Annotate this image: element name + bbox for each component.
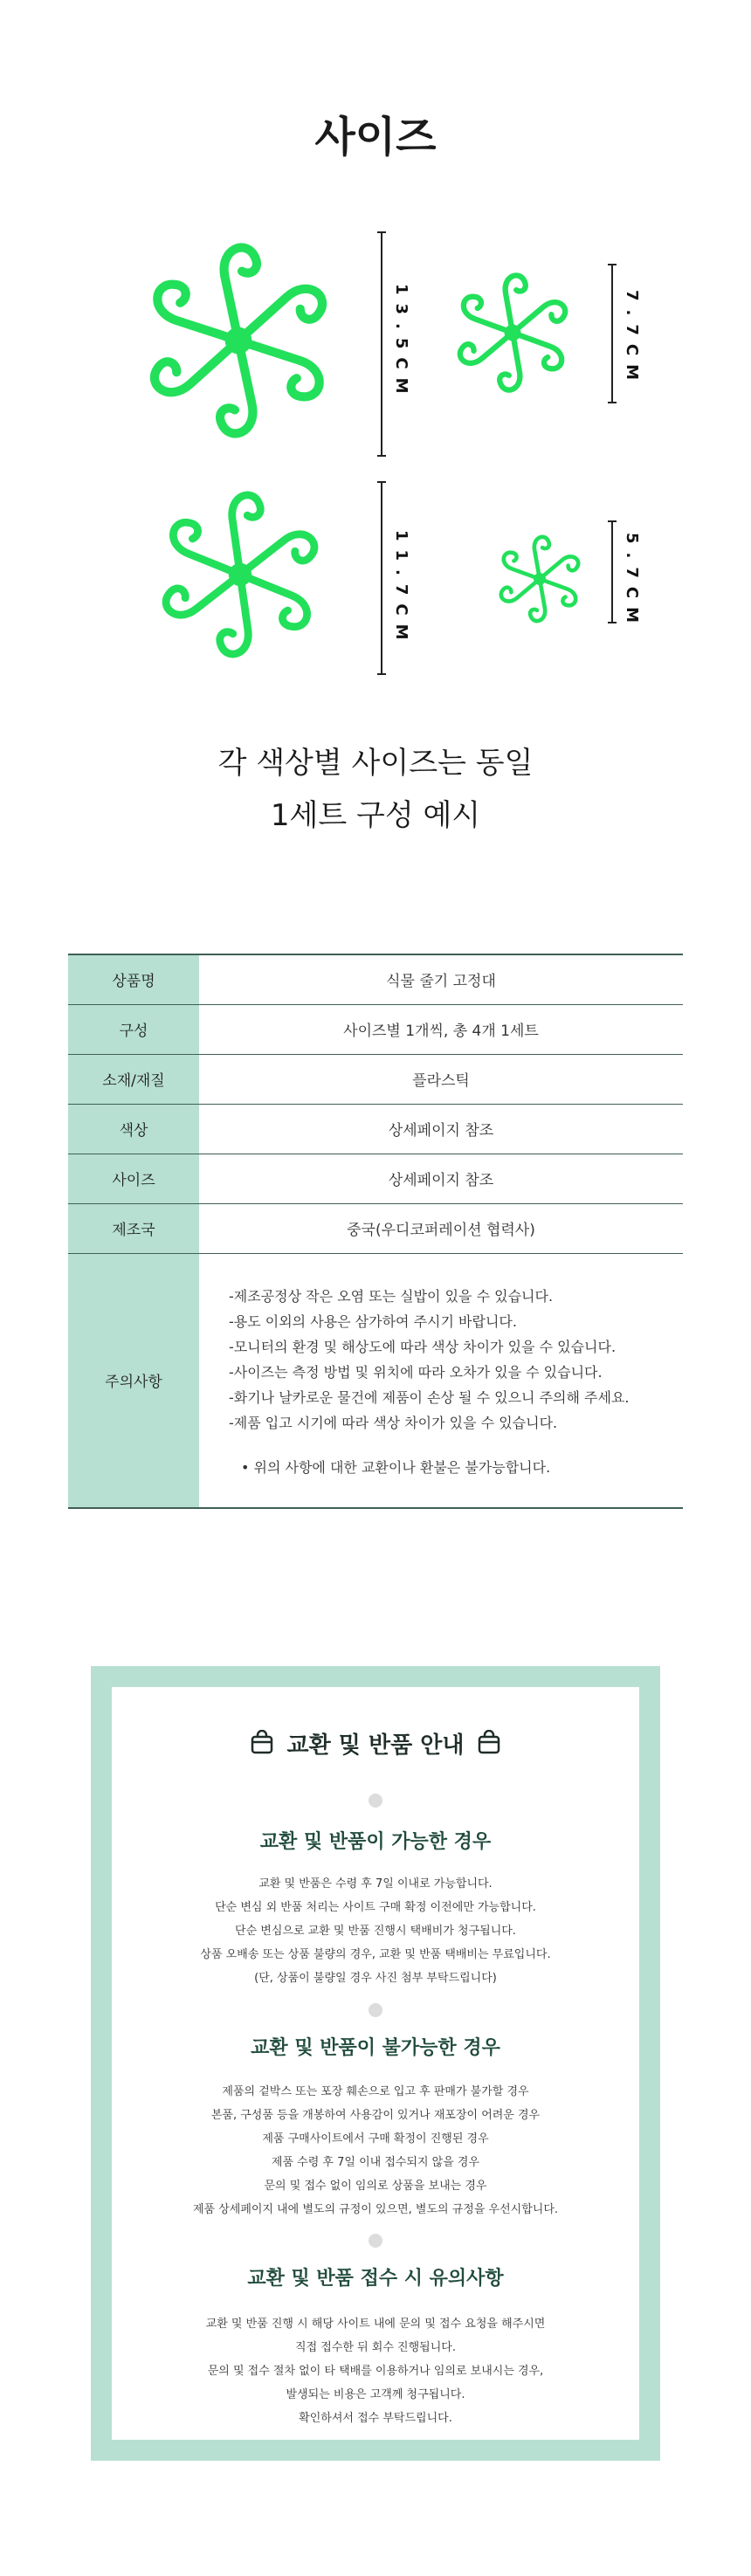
spec-value: 상세페이지 참조 <box>199 1104 683 1154</box>
table-row <box>68 1054 683 1104</box>
guide-header <box>112 1727 639 1762</box>
spec-key: 주의사항 <box>68 1253 199 1508</box>
stem-holder-svg <box>127 229 350 452</box>
spec-value: 상세페이지 참조 <box>199 1154 683 1203</box>
body-line: 단순 변심으로 교환 및 반품 진행시 택배비가 청구됩니다. <box>235 1925 516 1938</box>
holder-arm <box>492 333 522 391</box>
note-line: -제품 입고 시기에 따라 색상 차이가 있을 수 있습니다. <box>229 1415 558 1432</box>
spec-key: 사이즈 <box>68 1154 199 1203</box>
section-body <box>112 2080 639 2221</box>
note-line: -화기나 날카로운 물건에 제품이 손상 될 수 있으니 주의해 주세요. <box>229 1389 630 1407</box>
note-line: -용도 이외의 사용은 삼가하여 주시기 바랍니다. <box>229 1313 517 1331</box>
size-label: 13.5CM <box>392 284 410 403</box>
page-title: 사이즈 <box>314 113 437 162</box>
spec-key: 구성 <box>68 1004 199 1054</box>
holder-arm <box>211 575 251 656</box>
section-heading: 교환 및 반품이 불가능한 경우 <box>251 2037 500 2059</box>
body-line: 제품 상세페이지 내에 별도의 규정이 있으면, 별도의 규정을 우선시합니다. <box>192 2203 559 2216</box>
section-body <box>112 2312 639 2430</box>
body-line: (단, 상품이 불량일 경우 사진 첨부 부탁드립니다) <box>254 1972 497 1985</box>
body-line: 본품, 구성품 등을 개봉하여 사용감이 있거나 재포장이 어려운 경우 <box>210 2109 541 2122</box>
body-line: 교환 및 반품 진행 시 해당 사이트 내에 문의 및 접수 요청을 해주시면 <box>205 2318 546 2331</box>
spec-value: 플라스틱 <box>199 1054 683 1104</box>
body-line: 단순 변심 외 반품 처리는 사이트 구매 확정 이전에만 가능합니다. <box>215 1901 536 1914</box>
body-line: 제품 구매사이트에서 구매 확정이 진행된 경우 <box>262 2132 489 2146</box>
note-line: -사이즈는 측정 방법 및 위치에 따라 오차가 있을 수 있습니다. <box>229 1364 603 1381</box>
spec-table <box>68 954 683 1509</box>
section-body <box>112 1872 639 1990</box>
spec-value: 사이즈별 1개씩, 총 4개 1세트 <box>199 1004 683 1054</box>
guide-title: 교환 및 반품 안내 <box>286 1732 465 1759</box>
section-divider-dot <box>369 2003 382 2017</box>
table-row <box>68 1154 683 1203</box>
body-line: 제품의 겉박스 또는 포장 훼손으로 입고 후 판매가 불가할 경우 <box>222 2085 529 2098</box>
holder-arm <box>230 493 270 575</box>
note-line: -모니터의 환경 및 해상도에 따라 색상 차이가 있을 수 있습니다. <box>229 1339 617 1356</box>
table-row <box>68 1004 683 1054</box>
spec-key: 색상 <box>68 1104 199 1154</box>
spec-key: 소재/재질 <box>68 1054 199 1104</box>
holder-arm <box>525 579 548 622</box>
table-row <box>68 954 683 1004</box>
body-line: 직접 접수한 뒤 회수 진행됩니다. <box>295 2341 456 2354</box>
table-row <box>68 1253 683 1508</box>
shopping-bag-icon <box>476 1730 502 1762</box>
body-line: 상품 오배송 또는 상품 불량의 경우, 교환 및 반품 택배비는 무료입니다. <box>200 1948 551 1961</box>
shopping-bag-icon <box>249 1730 275 1762</box>
holder-large-figure <box>127 229 350 452</box>
body-line: 문의 및 접수 절차 없이 타 택배를 이용하거나 임의로 보내시는 경우, <box>207 2365 544 2378</box>
holder-smallest-figure <box>489 528 590 630</box>
stem-holder-svg <box>444 264 582 402</box>
body-line: 교환 및 반품은 수령 후 7일 이내로 가능합니다. <box>258 1877 493 1891</box>
note-line: -제조공정상 작은 오염 또는 실밥이 있을 수 있습니다. <box>229 1288 554 1305</box>
size-caption-line-2: 1세트 구성 예시 <box>270 798 481 833</box>
section-heading: 교환 및 반품이 가능한 경우 <box>259 1831 492 1853</box>
table-row <box>68 1104 683 1154</box>
size-label: 5.7CM <box>623 533 641 632</box>
body-line: 문의 및 접수 없이 임의로 상품을 보내는 경우 <box>264 2180 487 2193</box>
size-caption-line-1: 각 색상별 사이즈는 동일 <box>217 746 534 781</box>
section-divider-dot <box>369 2234 382 2248</box>
stem-holder-svg <box>144 479 336 671</box>
section-heading: 교환 및 반품 접수 시 유의사항 <box>247 2268 504 2290</box>
spec-key: 상품명 <box>68 954 199 1004</box>
size-label: 7.7CM <box>623 290 641 389</box>
holder-arm <box>533 536 555 579</box>
holder-medium-figure <box>144 479 336 671</box>
body-line: 제품 수령 후 7일 이내 접수되지 않을 경우 <box>271 2156 480 2169</box>
stem-holder-svg <box>489 528 590 630</box>
table-row <box>68 1203 683 1253</box>
notes-warning: • 위의 사항에 대한 교환이나 환불은 불가능합니다. <box>241 1459 551 1477</box>
holder-arm <box>503 274 534 333</box>
holder-arm <box>219 245 272 341</box>
body-line: 발생되는 비용은 고객께 청구됩니다. <box>286 2388 465 2401</box>
section-divider-dot <box>369 1794 382 1808</box>
body-line: 확인하셔서 접수 부탁드립니다. <box>299 2412 452 2425</box>
notes-cell <box>199 1253 683 1508</box>
size-label: 11.7CM <box>392 530 410 649</box>
spec-value: 식물 줄기 고정대 <box>199 954 683 1004</box>
holder-small-figure <box>444 264 582 402</box>
exchange-guide-box <box>91 1666 660 2461</box>
spec-value: 중국(우디코퍼레이션 협력사) <box>199 1203 683 1253</box>
spec-key: 제조국 <box>68 1203 199 1253</box>
holder-arm <box>205 341 258 437</box>
